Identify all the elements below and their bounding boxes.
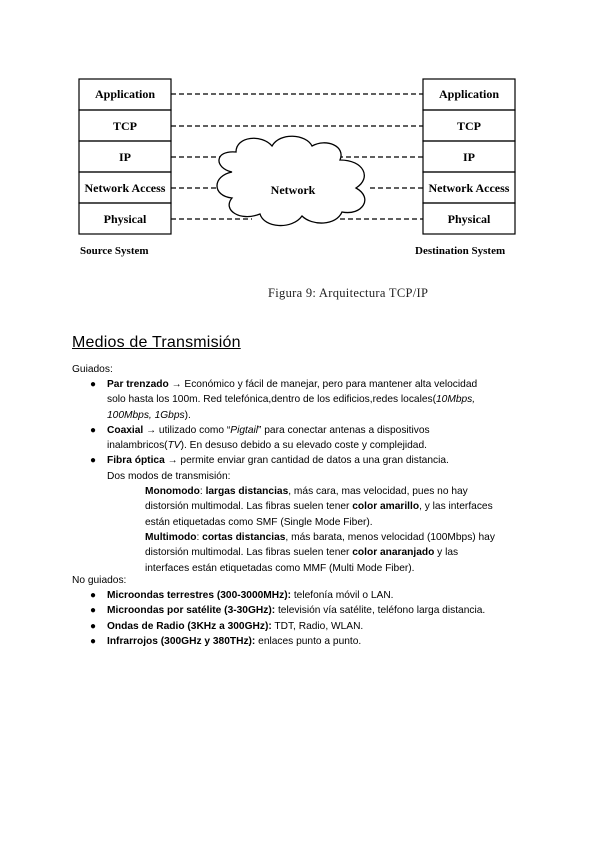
list-item — [90, 603, 547, 618]
item-text-italic: TV — [167, 440, 181, 452]
monomodo-block — [107, 484, 547, 530]
item-text: interfaces están etiquetadas como MMF (Multi Mode Fiber). — [145, 562, 415, 574]
item-text: enlaces punto a punto. — [255, 635, 362, 647]
list-item — [90, 453, 547, 575]
bullet-icon: ● — [90, 620, 97, 632]
arrow-icon: → — [167, 455, 178, 467]
item-text: distorsión multimodal. Las fibras suelen tener — [145, 501, 353, 513]
item-text: : — [199, 486, 206, 498]
item-text: : — [196, 531, 203, 543]
mode-emphasis: largas distancias — [205, 486, 289, 498]
destination-layer-label: Network Access — [428, 181, 510, 195]
source-layer-label: Physical — [103, 212, 147, 226]
unguided-list — [90, 588, 547, 649]
item-text: televisión vía satélite, teléfono larga distancia. — [275, 605, 486, 617]
item-text: permite enviar gran cantidad de datos a una gran distancia. — [177, 455, 449, 467]
destination-layer-label: TCP — [457, 119, 481, 133]
destination-system-label: Destination System — [415, 245, 506, 257]
item-text: distorsión multimodal. Las fibras suelen tener — [145, 547, 353, 559]
bullet-icon: ● — [90, 635, 97, 647]
tcp-ip-architecture-diagram — [0, 0, 600, 270]
bullet-icon: ● — [90, 455, 97, 467]
item-text: TDT, Radio, WLAN. — [271, 620, 364, 632]
source-layer-label: Application — [94, 87, 156, 101]
item-text: , más barata, menos velocidad (100Mbps) hay — [285, 531, 495, 543]
arrow-icon: → — [171, 379, 182, 390]
item-text: ). — [184, 409, 191, 421]
item-title: Ondas de Radio (3KHz a 300GHz): — [107, 620, 272, 632]
list-item — [90, 588, 547, 603]
list-item — [90, 377, 547, 423]
guided-heading: Guiados: — [72, 364, 113, 375]
item-text-italic: 10Mbps, — [436, 394, 476, 406]
item-text-italic: 100Mbps, 1Gbps — [107, 409, 185, 421]
item-text: , más cara, mas velocidad, pues no hay — [288, 486, 468, 498]
multimodo-block — [107, 530, 547, 576]
item-title: Infrarrojos (300GHz y 380THz): — [107, 635, 256, 647]
arrow-icon: → — [146, 424, 157, 436]
destination-layer-label: IP — [463, 150, 475, 164]
item-text: solo hasta los 100m. Red telefónica,dentro de los edificios,redes locales( — [107, 394, 437, 406]
item-title: Microondas terrestres (300-3000MHz): — [107, 590, 292, 601]
bullet-icon: ● — [90, 590, 97, 601]
unguided-heading: No guiados: — [72, 575, 127, 586]
network-label: Network — [270, 183, 316, 197]
item-title: Coaxial — [107, 424, 144, 436]
item-text: ). En desuso debido a su elevado coste y complejidad. — [180, 440, 427, 452]
source-layer-label: IP — [119, 150, 131, 164]
list-item — [90, 423, 547, 454]
item-text: Económico y fácil de manejar, pero para mantener alta velocidad — [181, 379, 478, 390]
item-text: ” para conectar antenas a dispositivos — [258, 424, 430, 436]
list-item — [90, 634, 547, 649]
item-text: utilizado como “ — [156, 424, 231, 436]
item-text: Dos modos de transmisión: — [107, 470, 231, 482]
network-cloud-icon — [217, 136, 365, 225]
destination-layer-label: Physical — [447, 212, 491, 226]
item-title: Par trenzado — [107, 379, 169, 390]
section-title: Medios de Transmisión — [72, 334, 241, 351]
mode-title: Monomodo — [145, 486, 200, 498]
item-title: Fibra óptica — [107, 455, 165, 467]
destination-stack — [423, 79, 515, 234]
list-item — [90, 619, 547, 634]
bullet-icon: ● — [90, 424, 97, 436]
item-title: Microondas por satélite (3-30GHz): — [107, 605, 276, 617]
item-text-italic: Pigtail — [230, 424, 259, 436]
bullet-icon: ● — [90, 379, 97, 390]
source-layer-label: TCP — [113, 119, 137, 133]
item-text: , y las interfaces — [419, 501, 493, 513]
source-stack — [79, 79, 171, 234]
destination-layer-label: Application — [438, 87, 500, 101]
mode-emphasis: color amarillo — [352, 501, 420, 513]
item-text: y las — [434, 547, 459, 559]
guided-list — [90, 377, 547, 576]
source-system-label: Source System — [80, 245, 149, 257]
item-text: inalambricos( — [107, 440, 168, 452]
mode-emphasis: color anaranjado — [352, 547, 435, 559]
item-text: están etiquetadas como SMF (Single Mode Fiber). — [145, 516, 373, 528]
mode-emphasis: cortas distancias — [202, 531, 286, 543]
bullet-icon: ● — [90, 605, 97, 617]
figure-caption: Figura 9: Arquitectura TCP/IP — [268, 286, 429, 300]
mode-title: Multimodo — [145, 531, 197, 543]
item-text: telefonía móvil o LAN. — [291, 590, 394, 601]
source-layer-label: Network Access — [84, 181, 166, 195]
